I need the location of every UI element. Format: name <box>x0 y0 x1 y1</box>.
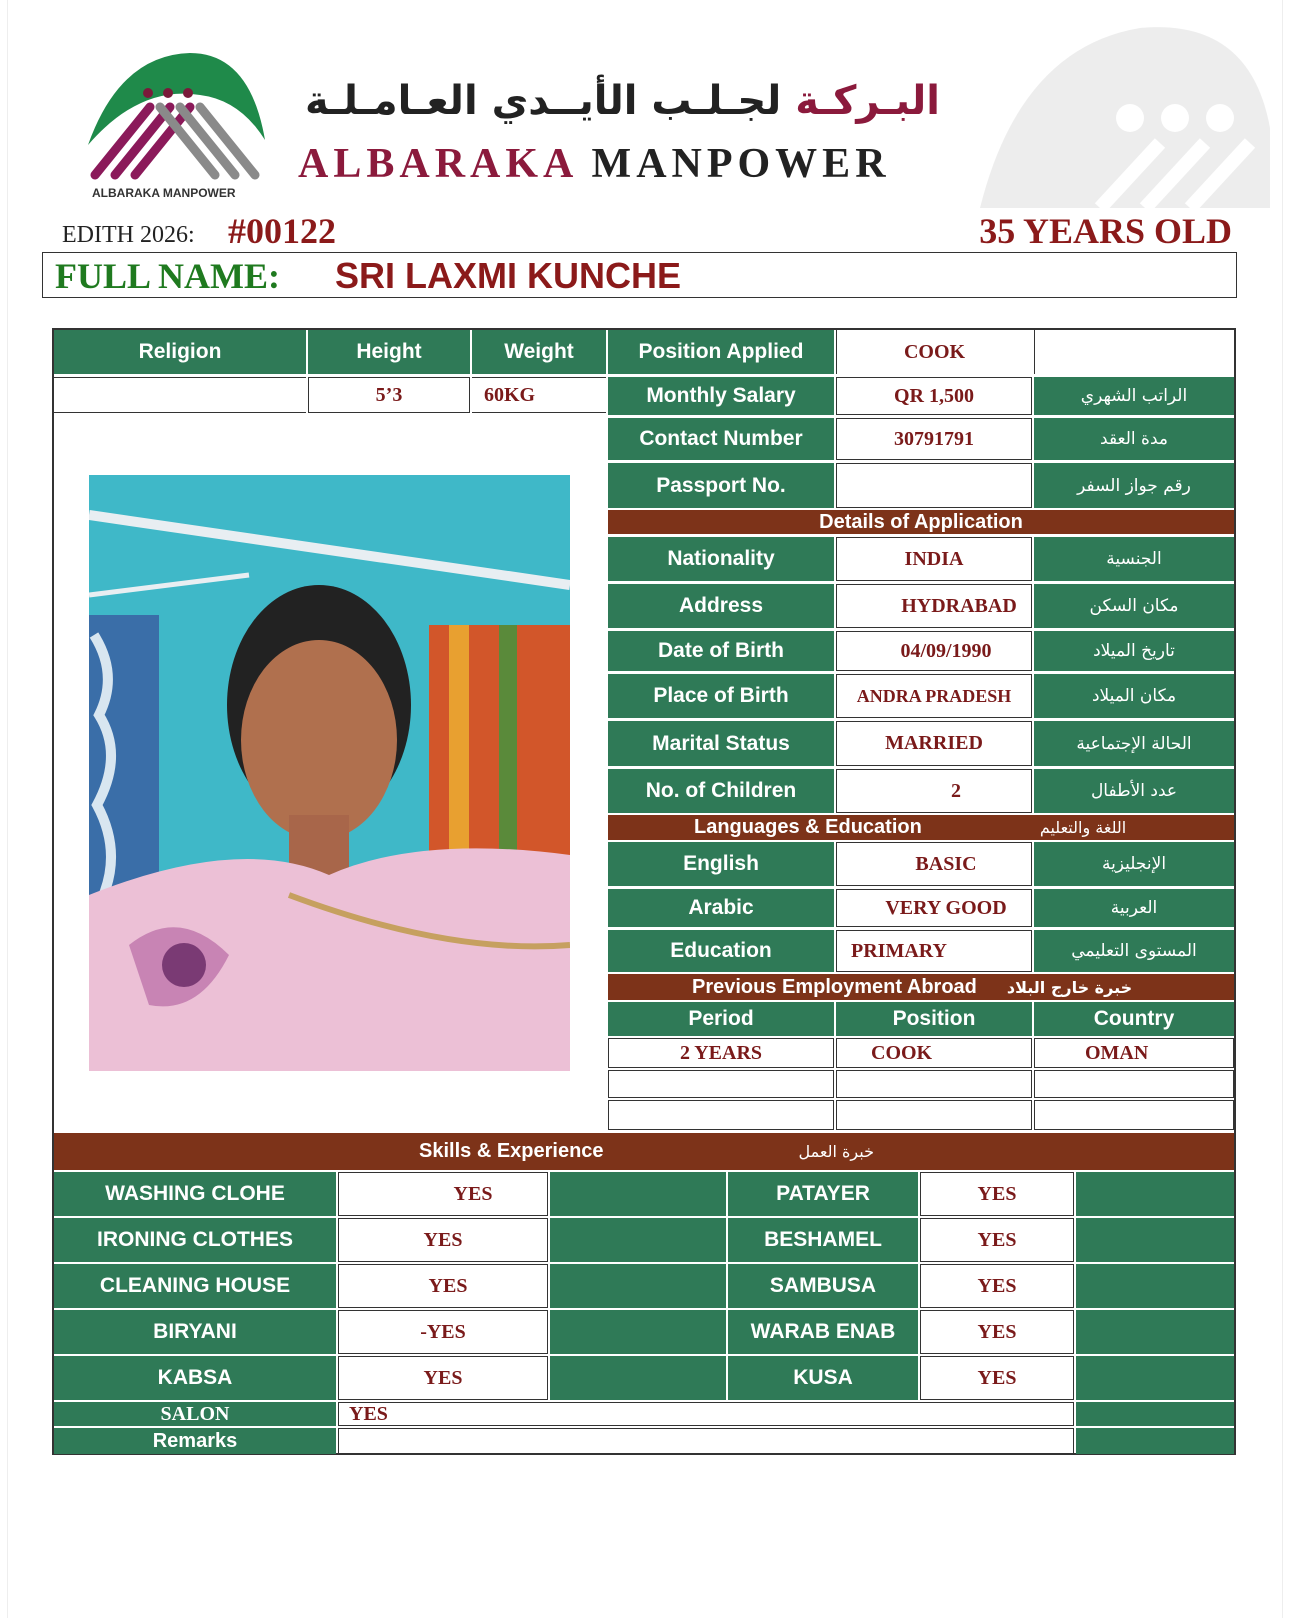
salary-arabic: الراتب الشهري <box>1034 377 1234 415</box>
passport-value <box>836 463 1032 508</box>
skill-spacer <box>550 1218 726 1262</box>
skill-label: KABSA <box>54 1356 336 1400</box>
remarks-value <box>338 1428 1074 1454</box>
education-label: Education <box>608 930 834 972</box>
marital-arabic: الحالة الإجتماعية <box>1034 721 1234 766</box>
height-header: Height <box>308 330 470 374</box>
employment-empty-cell <box>608 1100 834 1130</box>
remarks-spacer <box>1076 1428 1234 1454</box>
marital-label: Marital Status <box>608 721 834 766</box>
skill-label: BESHAMEL <box>728 1218 918 1262</box>
children-value: 2 <box>836 769 1032 813</box>
english-value: BASIC <box>836 842 1032 886</box>
skill-value: -YES <box>338 1310 548 1354</box>
nationality-arabic: الجنسية <box>1034 537 1234 581</box>
skill-spacer <box>550 1264 726 1308</box>
skill-label: PATAYER <box>728 1172 918 1216</box>
education-value: PRIMARY <box>836 930 1032 972</box>
nationality-value: INDIA <box>836 537 1032 581</box>
skill-spacer <box>550 1172 726 1216</box>
reference-number: #00122 <box>228 211 336 251</box>
details-title: Details of Application <box>608 510 1234 534</box>
dob-label: Date of Birth <box>608 631 834 671</box>
english-arabic: الإنجليزية <box>1034 842 1234 886</box>
english-company-name <box>298 140 891 188</box>
salary-label: Monthly Salary <box>608 377 834 415</box>
skill-value: YES <box>920 1264 1074 1308</box>
pob-label: Place of Birth <box>608 674 834 718</box>
position-value: COOK <box>836 330 1032 374</box>
employment-position: COOK <box>836 1038 1032 1068</box>
dob-value: 04/09/1990 <box>836 631 1032 671</box>
skill-spacer <box>1076 1172 1234 1216</box>
employment-empty-cell <box>836 1100 1032 1130</box>
dob-arabic: تاريخ الميلاد <box>1034 631 1234 671</box>
position-label: Position Applied <box>608 330 834 374</box>
logo-caption: ALBARAKA MANPOWER <box>92 186 236 200</box>
skill-spacer <box>1076 1356 1234 1400</box>
employment-title-ar: خبرة خارج البلاد <box>1006 977 1133 997</box>
contact-value: 30791791 <box>836 418 1032 460</box>
marital-value: MARRIED <box>836 721 1032 766</box>
arabic-arabic: العربية <box>1034 889 1234 927</box>
skill-spacer <box>1076 1218 1234 1262</box>
children-label: No. of Children <box>608 769 834 813</box>
salon-spacer <box>1076 1402 1234 1426</box>
employment-empty-cell <box>608 1070 834 1098</box>
skill-label: SAMBUSA <box>728 1264 918 1308</box>
skills-title-en: Skills & Experience <box>419 1140 604 1162</box>
salon-value: YES <box>338 1402 1074 1426</box>
skill-label: IRONING CLOTHES <box>54 1218 336 1262</box>
skill-label: WASHING CLOHE <box>54 1172 336 1216</box>
employment-country: OMAN <box>1034 1038 1234 1068</box>
remarks-label: Remarks <box>54 1428 336 1454</box>
employment-title <box>608 974 1234 1000</box>
religion-value <box>54 377 306 413</box>
languages-title-en: Languages & Education <box>694 816 922 838</box>
languages-title <box>608 815 1234 840</box>
employment-title-en: Previous Employment Abroad <box>692 975 977 998</box>
salary-value: QR 1,500 <box>836 377 1032 415</box>
pob-arabic: مكان الميلاد <box>1034 674 1234 718</box>
passport-label: Passport No. <box>608 463 834 508</box>
employment-empty-cell <box>1034 1100 1234 1130</box>
skills-title <box>54 1133 1234 1170</box>
skill-label: WARAB ENAB <box>728 1310 918 1354</box>
skill-label: KUSA <box>728 1356 918 1400</box>
arabic-name-rest: لجـلـب الأيــدي العـامـلـة <box>304 78 782 124</box>
skill-spacer <box>1076 1310 1234 1354</box>
salon-label: SALON <box>54 1402 336 1426</box>
skill-value: YES <box>338 1218 548 1262</box>
skill-label: CLEANING HOUSE <box>54 1264 336 1308</box>
period-header: Period <box>608 1002 834 1036</box>
nationality-label: Nationality <box>608 537 834 581</box>
employment-empty-cell <box>1034 1070 1234 1098</box>
english-label: English <box>608 842 834 886</box>
albaraka-logo-icon <box>80 45 280 205</box>
skill-value: YES <box>338 1264 548 1308</box>
full-name-label: FULL NAME: <box>55 256 280 296</box>
skill-value: YES <box>920 1310 1074 1354</box>
skills-title-ar: خبرة العمل <box>798 1142 874 1161</box>
skill-label: BIRYANI <box>54 1310 336 1354</box>
edition-label: EDITH 2026: <box>62 222 195 248</box>
age: 35 YEARS OLD <box>979 211 1232 251</box>
full-name-box <box>42 252 1237 298</box>
languages-title-ar: اللغة والتعليم <box>1039 818 1127 837</box>
full-name-value: SRI LAXMI KUNCHE <box>335 255 682 296</box>
candidate-photo-icon <box>89 475 570 1071</box>
skill-value: YES <box>338 1172 548 1216</box>
weight-header: Weight <box>472 330 606 374</box>
skill-spacer <box>550 1310 726 1354</box>
candidate-photo <box>89 475 570 1071</box>
position-arabic-empty <box>1034 330 1234 374</box>
pob-value: ANDRA PRADESH <box>836 674 1032 718</box>
employment-empty-cell <box>836 1070 1032 1098</box>
country-header: Country <box>1034 1002 1234 1036</box>
skill-value: YES <box>920 1356 1074 1400</box>
education-arabic: المستوى التعليمي <box>1034 930 1234 972</box>
address-label: Address <box>608 584 834 628</box>
contact-arabic: مدة العقد <box>1034 418 1234 460</box>
employment-position-header: Position <box>836 1002 1032 1036</box>
contact-label: Contact Number <box>608 418 834 460</box>
arabic-company-name <box>295 78 950 138</box>
english-name-red: ALBARAKA <box>298 141 577 187</box>
address-arabic: مكان السكن <box>1034 584 1234 628</box>
children-arabic: عدد الأطفال <box>1034 769 1234 813</box>
skill-value: YES <box>920 1218 1074 1262</box>
arabic-label: Arabic <box>608 889 834 927</box>
arabic-name-red: البـركـة <box>795 78 941 124</box>
weight-value: 60KG <box>472 377 606 413</box>
height-value: 5’3 <box>308 377 470 413</box>
english-name-rest: MANPOWER <box>591 141 891 187</box>
skill-value: YES <box>338 1356 548 1400</box>
skill-value: YES <box>920 1172 1074 1216</box>
arabic-value: VERY GOOD <box>836 889 1032 927</box>
watermark-logo-icon <box>960 8 1280 218</box>
employment-period: 2 YEARS <box>608 1038 834 1068</box>
passport-arabic: رقم جواز السفر <box>1034 463 1234 508</box>
address-value: HYDRABAD <box>836 584 1032 628</box>
skill-spacer <box>550 1356 726 1400</box>
skill-spacer <box>1076 1264 1234 1308</box>
religion-header: Religion <box>54 330 306 374</box>
